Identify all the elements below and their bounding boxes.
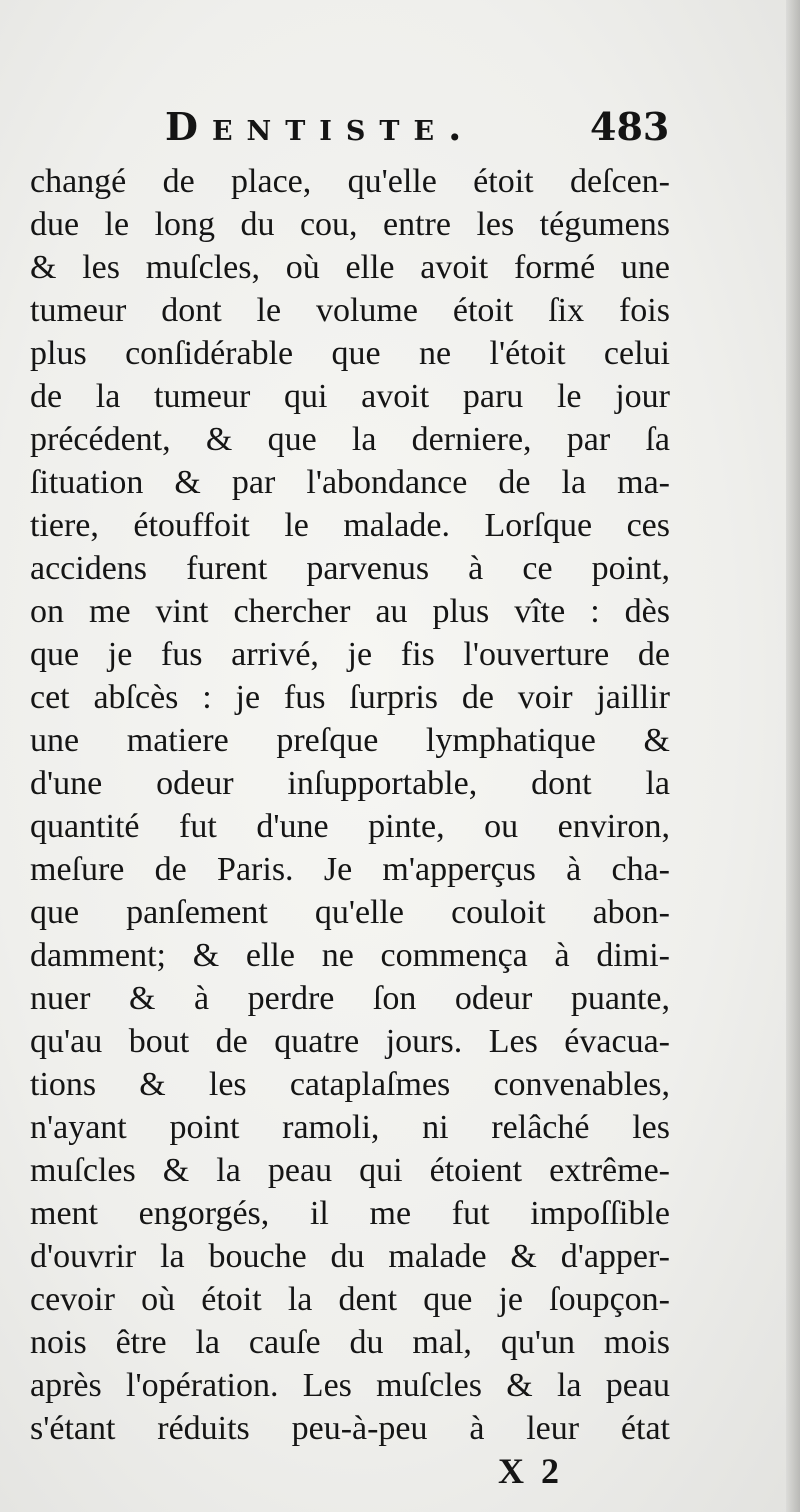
text-line: d'une odeur inſupportable, dont la (30, 765, 670, 802)
text-line: cet abſcès : je fus ſurpris de voir jaillir (30, 679, 670, 716)
text-line: ſituation & par l'abondance de la ma- (30, 464, 670, 501)
text-line: accidens furent parvenus à ce point, (30, 550, 670, 587)
text-line: d'ouvrir la bouche du malade & d'apper- (30, 1238, 670, 1275)
text-line: précédent, & que la derniere, par ſa (30, 421, 670, 458)
text-line: tiere, étouffoit le malade. Lorſque ces (30, 507, 670, 544)
text-line: qu'au bout de quatre jours. Les évacua- (30, 1023, 670, 1060)
text-line: plus conſidérable que ne l'étoit celui (30, 335, 670, 372)
running-title: Dentiste. (165, 104, 476, 149)
running-head (0, 104, 800, 154)
text-line: muſcles & la peau qui étoient extrême- (30, 1152, 670, 1189)
text-line: on me vint chercher au plus vîte : dès (30, 593, 670, 630)
text-line: que je fus arrivé, je fis l'ouverture de (30, 636, 670, 673)
signature-mark: X 2 (498, 1451, 563, 1491)
text-line: meſure de Paris. Je m'apperçus à cha- (30, 851, 670, 888)
text-line: changé de place, qu'elle étoit deſcen- (30, 163, 670, 200)
text-line: cevoir où étoit la dent que je ſoupçon- (30, 1281, 670, 1318)
page-gutter-shadow (786, 0, 800, 1512)
text-line: s'étant réduits peu-à-peu à leur état (30, 1410, 670, 1447)
text-line: nois être la cauſe du mal, qu'un mois (30, 1324, 670, 1361)
text-line: tumeur dont le volume étoit ſix fois (30, 292, 670, 329)
text-line: après l'opération. Les muſcles & la peau (30, 1367, 670, 1404)
text-line: n'ayant point ramoli, ni relâché les (30, 1109, 670, 1146)
text-line: que panſement qu'elle couloit abon- (30, 894, 670, 931)
text-line: damment; & elle ne commença à dimi- (30, 937, 670, 974)
text-line: une matiere preſque lymphatique & (30, 722, 670, 759)
text-line: de la tumeur qui avoit paru le jour (30, 378, 670, 415)
text-line: tions & les cataplaſmes convenables, (30, 1066, 670, 1103)
page-number: 483 (590, 104, 670, 149)
text-line: ment engorgés, il me fut impoſſible (30, 1195, 670, 1232)
body-text (30, 160, 670, 1450)
text-line: nuer & à perdre ſon odeur puante, (30, 980, 670, 1017)
text-line: due le long du cou, entre les tégumens (30, 206, 670, 243)
text-line: quantité fut d'une pinte, ou environ, (30, 808, 670, 845)
text-line: & les muſcles, où elle avoit formé une (30, 249, 670, 286)
